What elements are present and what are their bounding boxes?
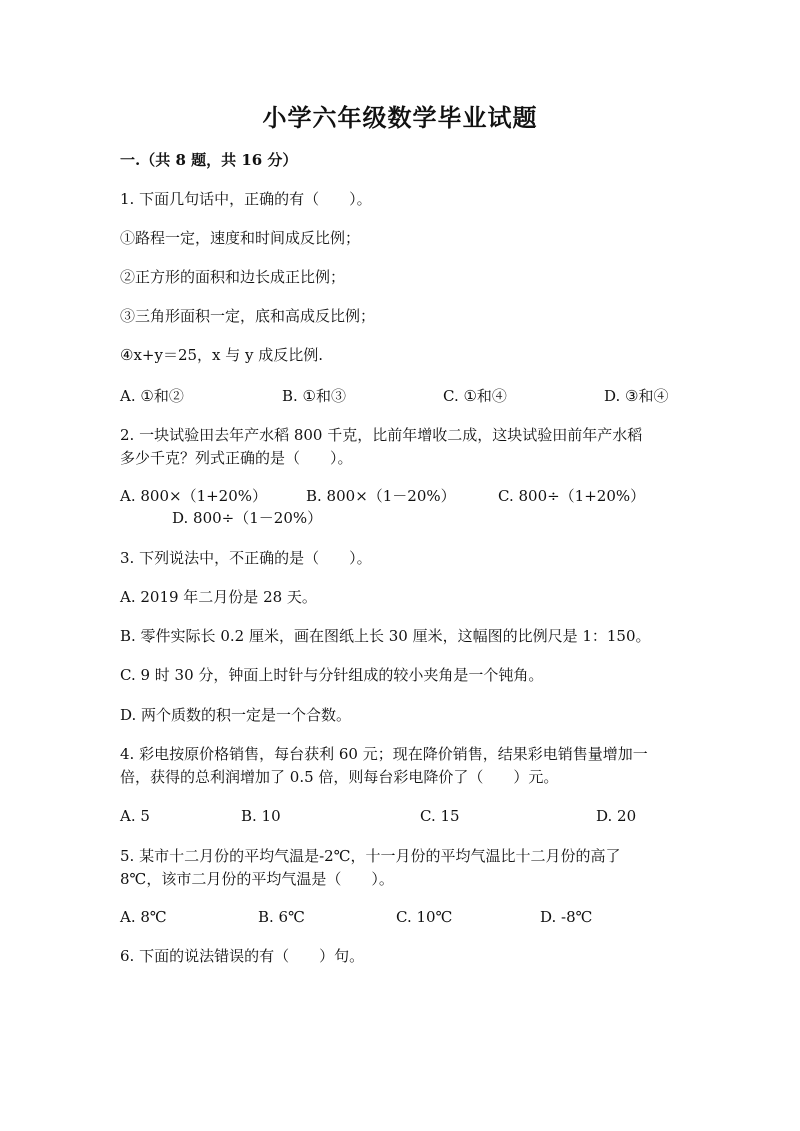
question-4-stem-line-2: 倍，获得的总利润增加了 0.5 倍，则每台彩电降价了（ ）元。 (120, 768, 559, 786)
question-5-option-a: A. 8℃ (120, 908, 167, 926)
question-5-stem-line-1: 5. 某市十二月份的平均气温是-2℃，十一月份的平均气温比十二月份的高了 (120, 847, 621, 865)
question-1-stem: 1. 下面几句话中，正确的有（ ）。 (120, 190, 372, 208)
page-title: 小学六年级数学毕业试题 (262, 103, 538, 132)
question-2-option-a: A. 800×（1+20%） (120, 487, 268, 505)
question-2-option-b: B. 800×（1－20%） (306, 487, 456, 505)
question-1-option-c: C. ①和④ (443, 387, 507, 405)
section-heading: 一.（共 8 题，共 16 分） (120, 151, 298, 169)
question-1-option-d: D. ③和④ (604, 387, 669, 405)
question-5-stem-line-2: 8℃，该市二月份的平均气温是（ ）。 (120, 870, 394, 888)
question-5-option-b: B. 6℃ (258, 908, 305, 926)
question-3-stem: 3. 下列说法中，不正确的是（ ）。 (120, 549, 372, 567)
question-2-stem-line-2: 多少千克？列式正确的是（ ）。 (120, 449, 353, 467)
question-2-stem-line-1: 2. 一块试验田去年产水稻 800 千克，比前年增收二成，这块试验田前年产水稻 (120, 426, 643, 444)
question-1-statement-4: ④x+y＝25，x 与 y 成反比例. (120, 346, 324, 364)
question-4-option-d: D. 20 (596, 807, 637, 825)
question-6-stem: 6. 下面的说法错误的有（ ）句。 (120, 947, 365, 965)
question-1-statement-2: ②正方形的面积和边长成正比例； (120, 268, 346, 286)
question-1-option-a: A. ①和② (120, 387, 184, 405)
question-3-option-c: C. 9 时 30 分，钟面上时针与分针组成的较小夹角是一个钝角。 (120, 666, 544, 684)
question-3-option-a: A. 2019 年二月份是 28 天。 (120, 588, 317, 606)
question-4-option-c: C. 15 (420, 807, 460, 825)
question-5-option-c: C. 10℃ (396, 908, 453, 926)
question-5-option-d: D. -8℃ (540, 908, 593, 926)
question-1-statement-1: ①路程一定，速度和时间成反比例； (120, 229, 361, 247)
question-2-option-c: C. 800÷（1+20%） (498, 487, 646, 505)
question-2-option-d: D. 800÷（1－20%） (172, 509, 323, 527)
question-3-option-d: D. 两个质数的积一定是一个合数。 (120, 706, 352, 724)
question-4-stem-line-1: 4. 彩电按原价格销售，每台获利 60 元；现在降价销售，结果彩电销售量增加一 (120, 745, 648, 763)
question-4-option-b: B. 10 (241, 807, 281, 825)
question-3-option-b: B. 零件实际长 0.2 厘米，画在图纸上长 30 厘米，这幅图的比例尺是 1：150。 (120, 627, 651, 645)
question-1-option-b: B. ①和③ (282, 387, 347, 405)
question-1-statement-3: ③三角形面积一定，底和高成反比例； (120, 307, 376, 325)
question-4-option-a: A. 5 (120, 807, 150, 825)
